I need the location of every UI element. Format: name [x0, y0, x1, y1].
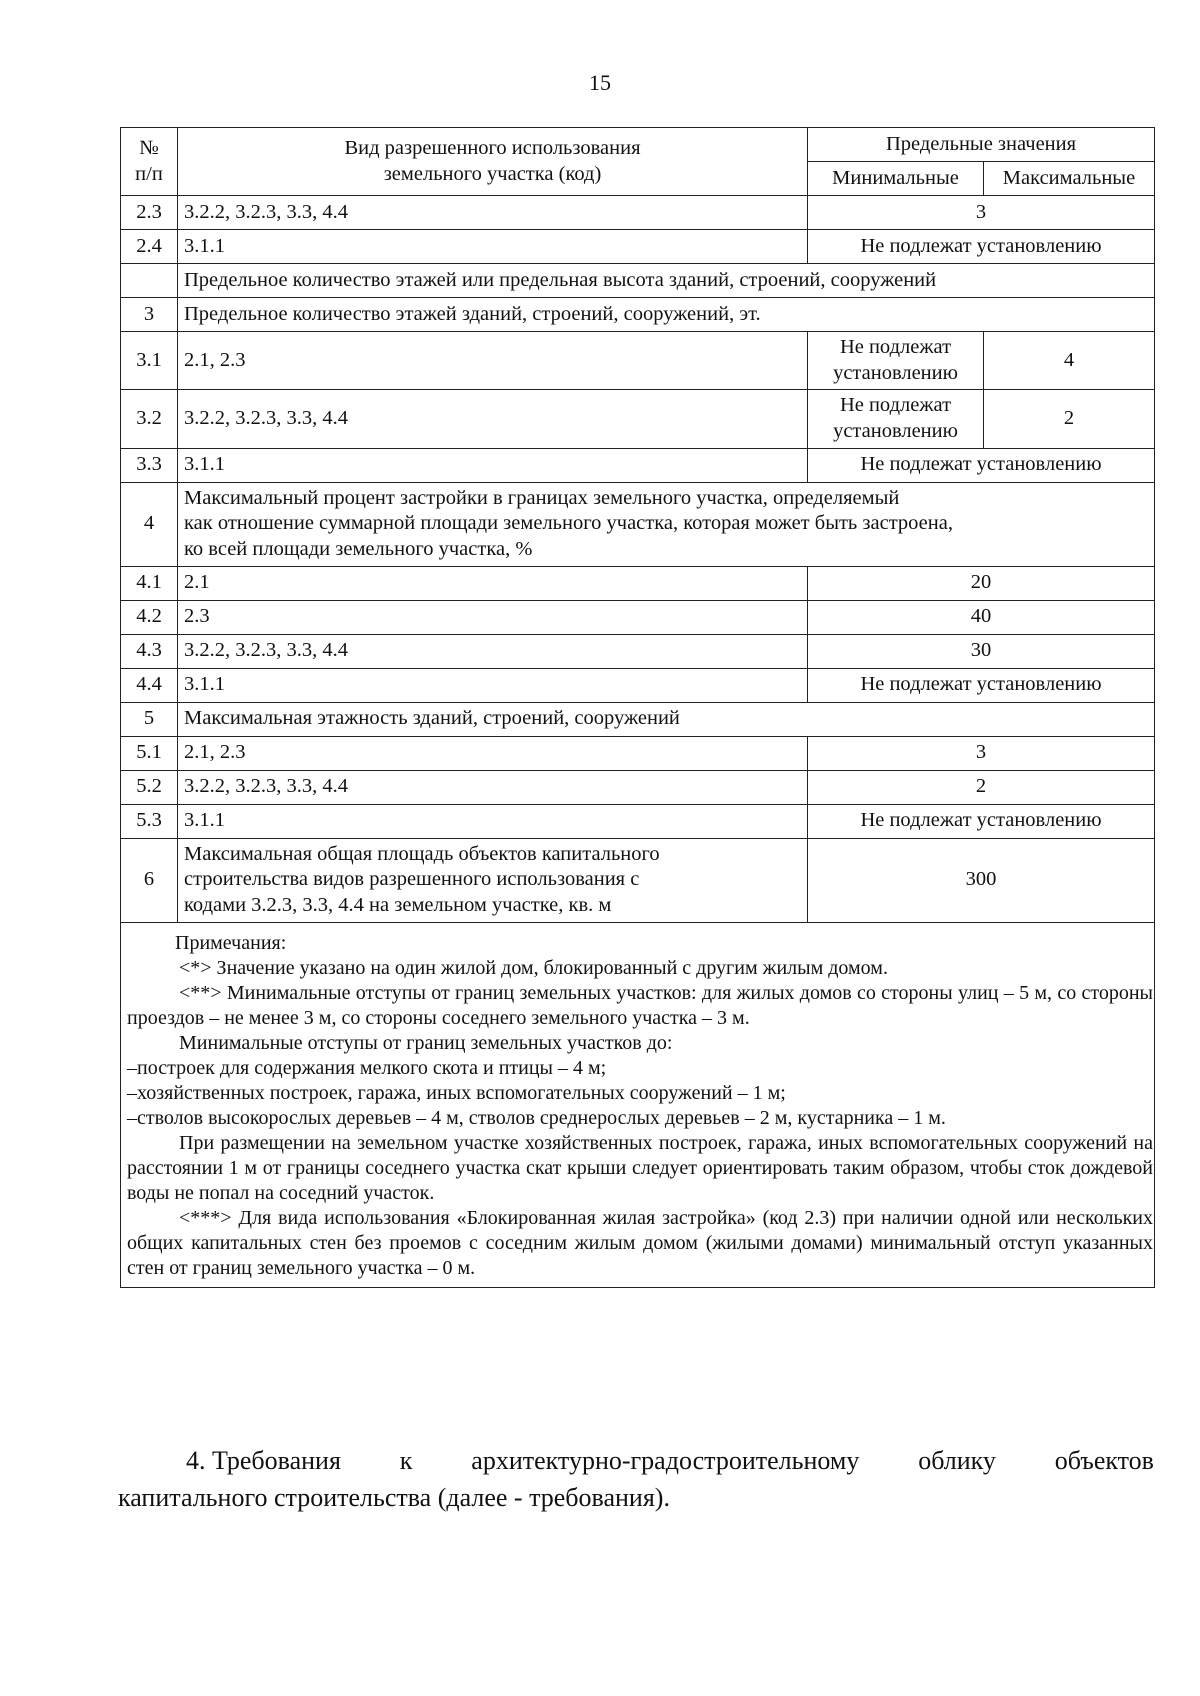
row-kind: 2.1, 2.3: [178, 332, 808, 390]
row-num: 3.2: [121, 390, 178, 448]
section-4-line-1: [118, 1443, 1154, 1480]
row-num: 5.2: [121, 770, 178, 804]
row-value: 30: [808, 634, 1155, 668]
table-row: [121, 838, 1155, 922]
row-min: Не подлежат установлению: [808, 332, 984, 390]
table-row: [121, 448, 1155, 482]
row-heading: Максимальная этажность зданий, строений, сооружений: [178, 702, 1155, 736]
notes-title: Примечания:: [175, 931, 287, 954]
row-kind: 3.2.2, 3.2.3, 3.3, 4.4: [178, 390, 808, 448]
row-kind: 3.1.1: [178, 448, 808, 482]
row-max: 2: [984, 390, 1155, 448]
row-max: 4: [984, 332, 1155, 390]
row-kind: 3.1.1: [178, 230, 808, 264]
table-row: [121, 390, 1155, 448]
row-min: Не подлежат установлению: [808, 390, 984, 448]
note-dash-2: –хозяйственных построек, гаража, иных вспомогательных сооружений – 1 м;: [127, 1081, 786, 1104]
note-dash-1: –построек для содержания мелкого скота и птицы – 4 м;: [127, 1056, 607, 1079]
row-heading: Предельное количество этажей или предельная высота зданий, строений, сооружений: [178, 264, 1155, 298]
row-num: 4.2: [121, 600, 178, 634]
note-4: При размещении на земельном участке хозяйственных построек, гаража, иных вспомогательных сооружений на расстоянии 1 м от границы соседнего участка скат крыши следует ориентировать таким образом, чтобы сток дождевой воды не попал на соседний участок.: [127, 1131, 1153, 1204]
row-num: 4: [121, 482, 178, 566]
row-num: 4.4: [121, 668, 178, 702]
row-value: 40: [808, 600, 1155, 634]
section-4-word: к: [399, 1446, 413, 1475]
notes-row: [121, 922, 1155, 1287]
table-row: [121, 332, 1155, 390]
row-num: 2.4: [121, 230, 178, 264]
table-row: [121, 770, 1155, 804]
section-4-line-2: капитального строительства (далее - требования).: [118, 1482, 670, 1512]
row-value: Не подлежат установлению: [808, 804, 1155, 838]
row-value: Не подлежат установлению: [808, 230, 1155, 264]
limits-table: [120, 127, 1155, 1288]
row-kind: 3.1.1: [178, 668, 808, 702]
row-num: [121, 264, 178, 298]
section-4-word: объектов: [1054, 1446, 1154, 1475]
table-row: [121, 482, 1155, 566]
table-row: [121, 804, 1155, 838]
row-value: 3: [808, 196, 1155, 230]
row-value: 300: [808, 838, 1155, 922]
note-dash-3: –стволов высокорослых деревьев – 4 м, стволов среднерослых деревьев – 2 м, кустарника – 1 м.: [127, 1106, 946, 1129]
section-4-heading: [118, 1443, 1154, 1517]
note-5: <***> Для вида использования «Блокированная жилая застройка» (код 2.3) при наличии одной или нескольких общих капитальных стен без проемов с соседним жилым домом (жилыми домами) минимальный отступ указанных стен от границ земельного участка – 0 м.: [127, 1206, 1153, 1279]
notes-cell: [121, 922, 1155, 1287]
row-num: 5.3: [121, 804, 178, 838]
row-kind: 3.2.2, 3.2.3, 3.3, 4.4: [178, 634, 808, 668]
note-1: <*> Значение указано на один жилой дом, блокированный с другим жилым домом.: [179, 956, 888, 979]
page-number: 15: [589, 70, 611, 95]
table-row: [121, 702, 1155, 736]
table-row: [121, 600, 1155, 634]
row-kind: 2.1: [178, 566, 808, 600]
section-4-word: облику: [918, 1446, 996, 1475]
section-4-word: архитектурно-градостроительному: [471, 1446, 860, 1475]
row-kind: 3.2.2, 3.2.3, 3.3, 4.4: [178, 196, 808, 230]
row-heading: Максимальный процент застройки в границах земельного участка, определяемый как отношение суммарной площади земельного участка, которая может быть застроена, ко всей площади земельного участка, %: [178, 482, 1155, 566]
table-row: [121, 298, 1155, 332]
row-kind: Максимальная общая площадь объектов капитального строительства видов разрешенного использования с кодами 3.2.3, 3.3, 4.4 на земельном участке, кв. м: [178, 838, 808, 922]
table-row: [121, 736, 1155, 770]
table-row: [121, 668, 1155, 702]
note-3: Минимальные отступы от границ земельных участков до:: [179, 1031, 673, 1054]
row-kind: 3.1.1: [178, 804, 808, 838]
row-num: 5.1: [121, 736, 178, 770]
row-num: 2.3: [121, 196, 178, 230]
row-num: 3: [121, 298, 178, 332]
header-num: № п/п: [121, 128, 178, 196]
header-max: Максимальные: [984, 162, 1155, 196]
row-value: 3: [808, 736, 1155, 770]
row-num: 3.3: [121, 448, 178, 482]
note-2: <**> Минимальные отступы от границ земельных участков: для жилых домов со стороны улиц – 5 м, со стороны проездов – не менее 3 м, со стороны соседнего земельного участка – 3 м.: [127, 981, 1153, 1029]
row-value: Не подлежат установлению: [808, 448, 1155, 482]
header-min: Минимальные: [808, 162, 984, 196]
row-value: 20: [808, 566, 1155, 600]
table-row: [121, 196, 1155, 230]
header-kind: Вид разрешенного использования земельного участка (код): [178, 128, 808, 196]
header-limits: Предельные значения: [808, 128, 1155, 162]
row-heading: Предельное количество этажей зданий, строений, сооружений, эт.: [178, 298, 1155, 332]
table-row: [121, 230, 1155, 264]
row-kind: 2.1, 2.3: [178, 736, 808, 770]
row-num: 4.1: [121, 566, 178, 600]
row-num: 5: [121, 702, 178, 736]
section-4-word: 4. Требования: [186, 1446, 341, 1475]
row-value: 2: [808, 770, 1155, 804]
row-value: Не подлежат установлению: [808, 668, 1155, 702]
row-num: 6: [121, 838, 178, 922]
row-kind: 2.3: [178, 600, 808, 634]
table-row: [121, 566, 1155, 600]
row-num: 3.1: [121, 332, 178, 390]
table-row: [121, 634, 1155, 668]
row-num: 4.3: [121, 634, 178, 668]
row-kind: 3.2.2, 3.2.3, 3.3, 4.4: [178, 770, 808, 804]
table-row: [121, 264, 1155, 298]
